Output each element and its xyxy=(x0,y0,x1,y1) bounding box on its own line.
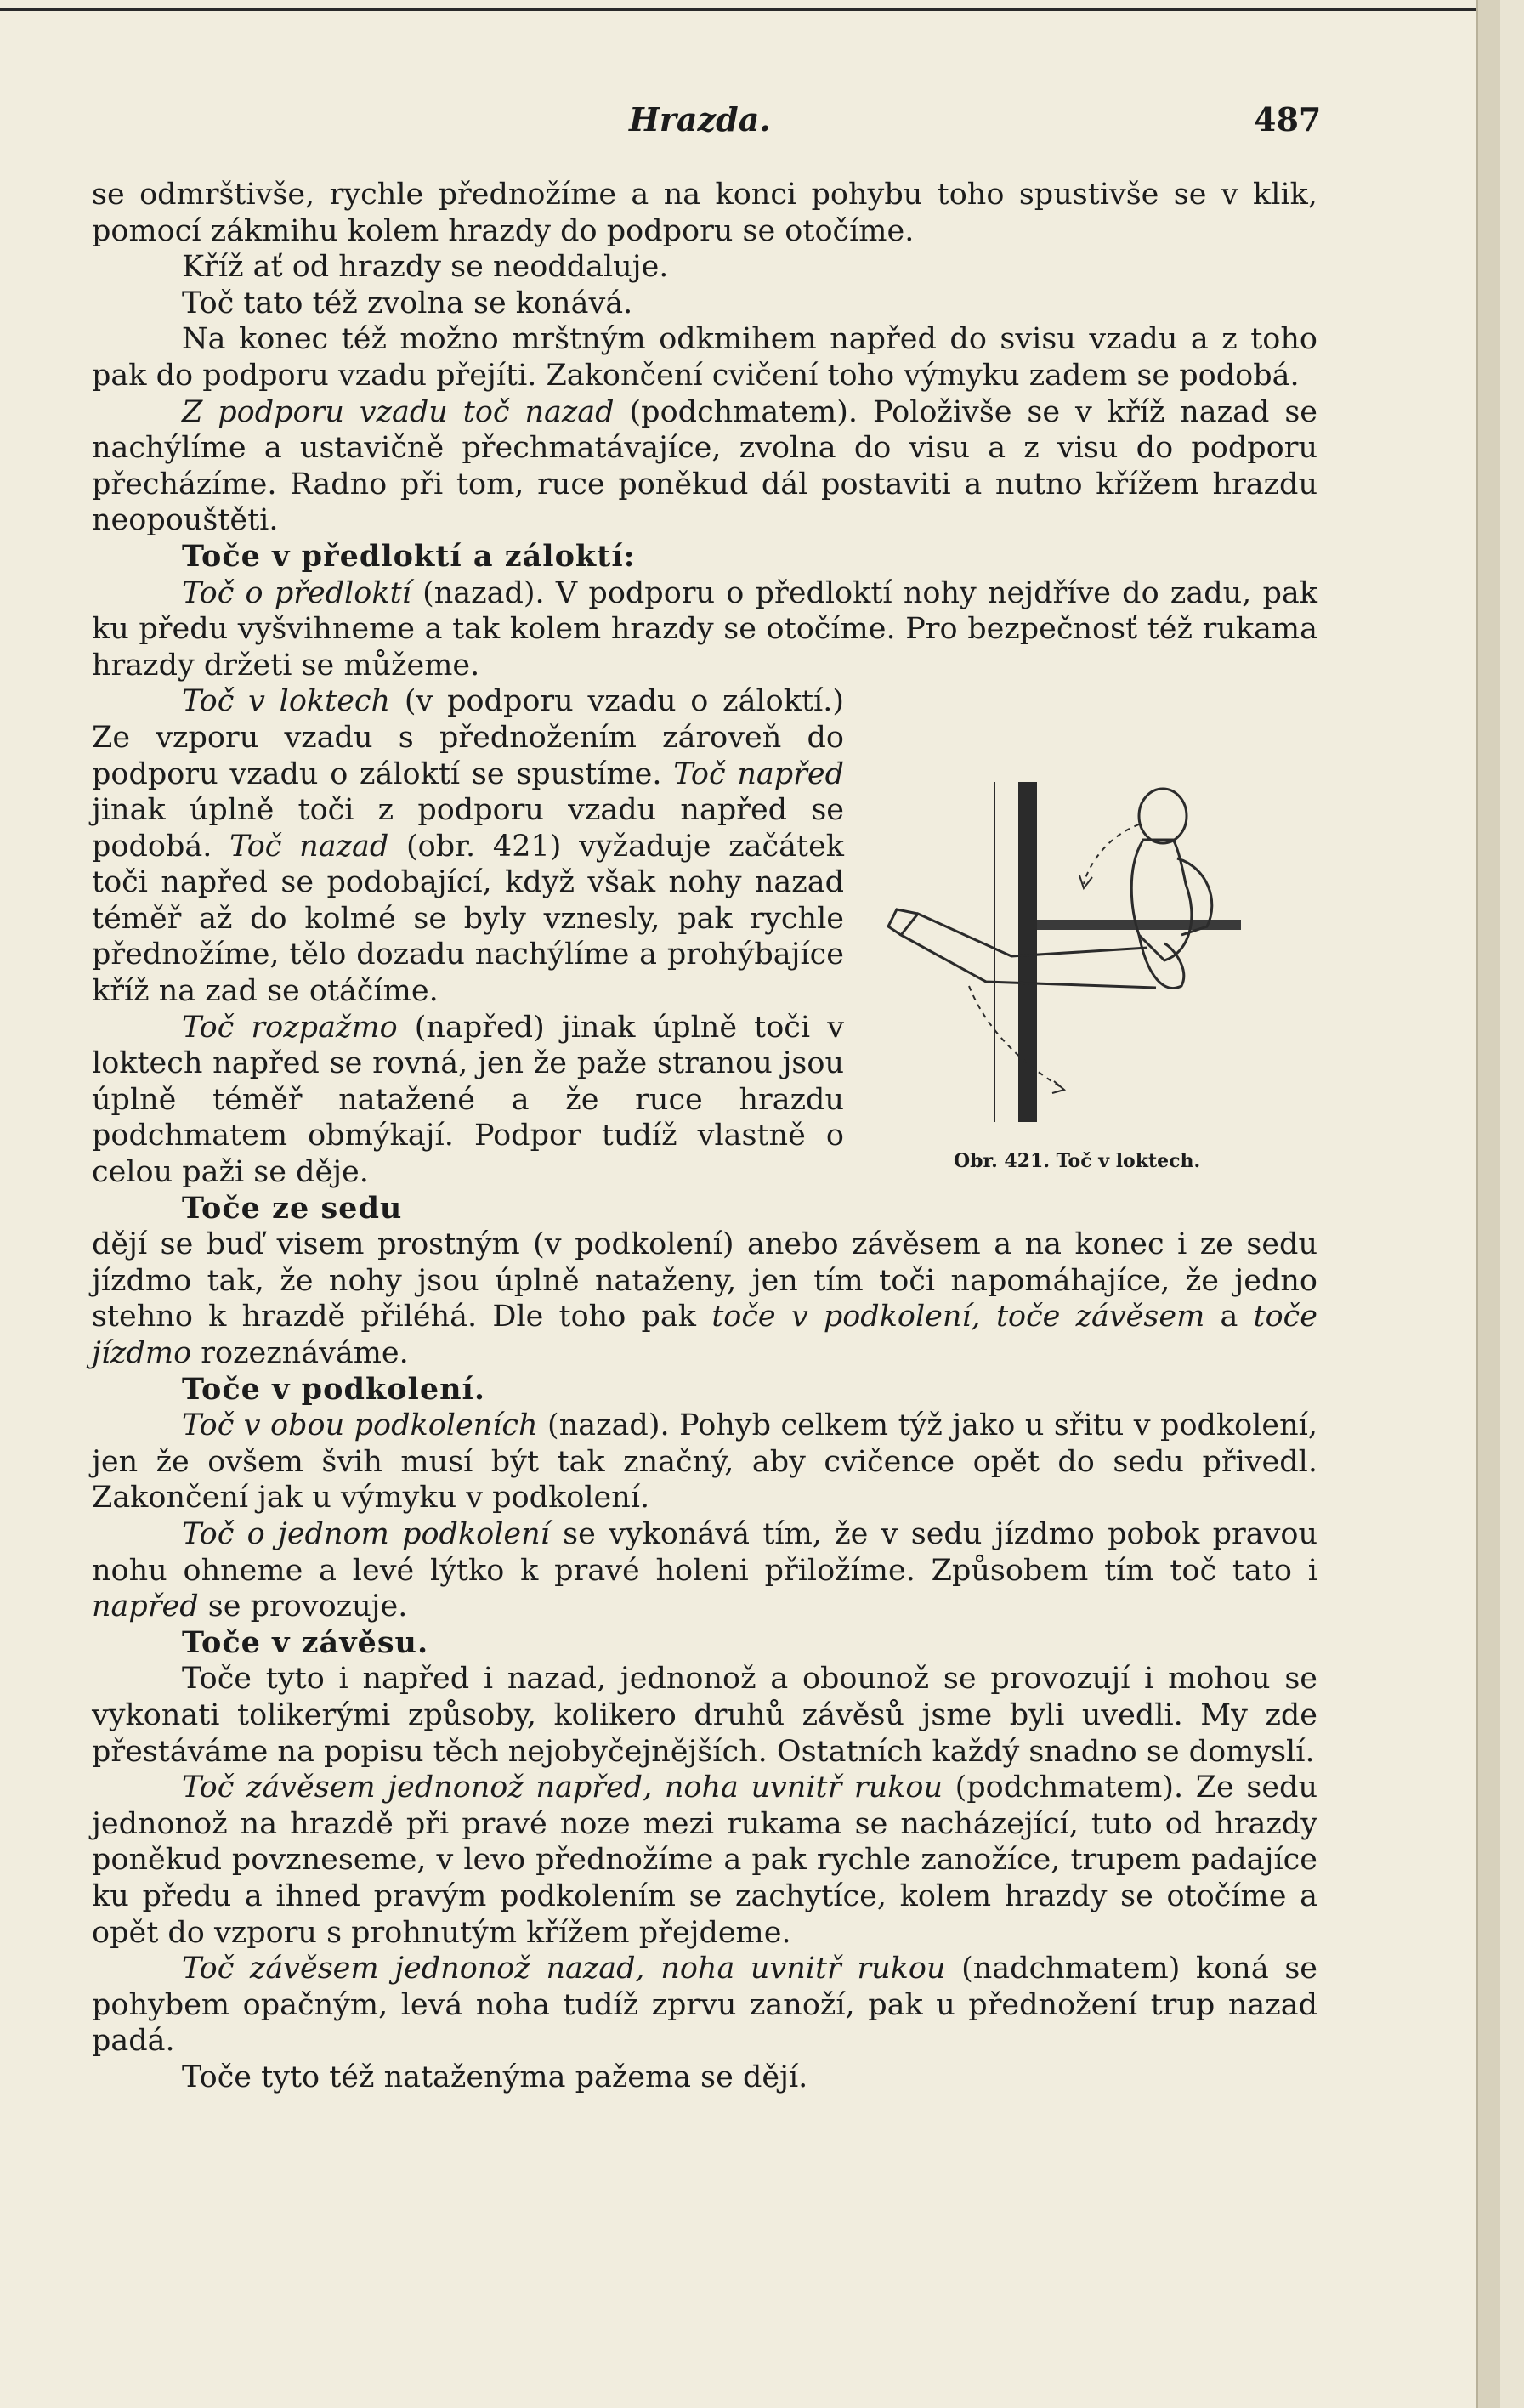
upright-post xyxy=(1018,782,1037,1122)
paragraph xyxy=(92,1770,1317,1951)
italic-term: Toč o předloktí xyxy=(182,575,411,610)
paragraph: Kříž ať od hrazdy se neoddaluje. xyxy=(182,250,669,285)
paragraph-text: (podchmatem). Ze sedu jednonož na hrazdě při pravé noze mezi rukama se nacházející, tuto od hrazdy poněkud povzneseme, v levo přednožíme a pak rychle zanožíce, trupem padajíce ku předu a ihned pravým podkolením se zachytíce, kolem hrazdy se otočíme a opět do vzporu s prohnutým křížem přejdeme. xyxy=(92,1771,1317,1950)
italic-term: Toč závěsem jednonož nazad, noha uvnitř rukou xyxy=(182,1952,946,1986)
italic-term: napřed xyxy=(92,1589,199,1624)
arrow-head-icon xyxy=(1079,875,1092,888)
section-heading: Toče v závěsu. xyxy=(182,1624,429,1660)
paragraph xyxy=(92,1951,1317,2060)
page-edge xyxy=(1476,0,1500,2408)
paragraph-text: jinak úplně toči z podporu vzadu napřed se podobá. xyxy=(92,793,844,864)
paragraph: Toče tyto i napřed i nazad, jednonož a obounož se provozují i mohou se vykonati tolikerými způsoby, kolikero druhů závěsů jsme byli uvedli. My zde přestáváme na popisu těch nejobyčejnějších. Ostatních každý snadno se domyslí. xyxy=(92,1662,1317,1769)
italic-term: Toč v obou podkoleních xyxy=(182,1408,538,1443)
top-edge-rule xyxy=(0,8,1500,11)
paragraph xyxy=(92,683,844,1009)
paragraph-text: (nazad). V podporu o předloktí nohy nejdříve do zadu, pak ku předu vyšvihneme a tak kolem hrazdy se otočíme. Pro bezpečnosť též rukama hrazdy držeti se můžeme. xyxy=(92,575,1317,683)
paragraph-text: a xyxy=(1204,1300,1254,1334)
paragraph xyxy=(92,1516,1317,1625)
section-heading: Toče v podkolení. xyxy=(182,1371,486,1407)
motion-arc xyxy=(1084,824,1139,884)
text-beside-figure xyxy=(92,683,844,1190)
figure-gymnast-on-bar xyxy=(884,765,1241,1173)
paragraph: Toče tyto též nataženýma pažema se dějí. xyxy=(182,2060,808,2094)
paragraph xyxy=(92,1227,1317,1371)
paragraph-text: se provozuje. xyxy=(198,1589,408,1624)
paragraph xyxy=(92,1010,844,1191)
paragraph xyxy=(92,394,1317,539)
italic-term: Toč o jednom podkolení xyxy=(182,1516,550,1551)
italic-term: toče jízdmo xyxy=(92,1300,1317,1370)
paragraph: se odmrštivše, rychle přednožíme a na konci pohybu toho spustivše se v klik, pomocí zákmihu kolem hrazdy do podporu se otočíme. xyxy=(92,178,1317,248)
paragraph-text: (nadchmatem) koná se pohybem opačným, levá noha tudíž zprvu zanoží, pak u přednožení trup nazad padá. xyxy=(92,1952,1317,2059)
paragraph-text: (nazad). Pohyb celkem týž jako u sřitu v podkolení, jen že ovšem švih musí být tak značný, aby cvičence opět do sedu přivedl. Zakončení jak u výmyku v podkolení. xyxy=(92,1408,1317,1516)
paragraph-text: (podchmatem). Položivše se v kříž nazad se nachýlíme a ustavičně přechmatávajíce, zvolna do visu a z visu do podporu přecházíme. Radno při tom, ruce poněkud dál postaviti a nutno křížem hrazdu neopouštěti. xyxy=(92,394,1317,538)
paragraph-text: rozeznáváme. xyxy=(191,1336,409,1370)
paragraph-text: (v podporu vzadu o záloktí.) Ze vzporu vzadu s přednožením zároveň do podporu vzadu o záloktí se spustíme. xyxy=(92,684,844,791)
motion-arc-lower xyxy=(969,986,1062,1088)
italic-term: Z podporu vzadu toč nazad xyxy=(182,394,615,429)
paragraph-text: se vykonává tím, že v sedu jízdmo pobok pravou nohu ohneme a levé lýtko k pravé holeni přiložíme. Způsobem tím toč tato i xyxy=(92,1516,1318,1588)
section-heading: Toče v předloktí a záloktí: xyxy=(182,538,636,574)
italic-term: Toč napřed xyxy=(673,756,844,791)
arrow-head-icon xyxy=(1052,1081,1064,1093)
italic-term: toče v podkolení, toče závěsem xyxy=(711,1300,1205,1334)
italic-term: Toč závěsem jednonož napřed, noha uvnitř rukou xyxy=(182,1771,943,1805)
head-outline xyxy=(1139,789,1187,843)
italic-term: Toč v loktech xyxy=(182,684,391,719)
running-head-title: Hrazda. xyxy=(629,100,771,139)
paragraph-text: (napřed) jinak úplně toči v loktech napřed se rovná, jen že paže stranou jsou úplně téměř natažené a že ruce hrazdu podchmatem obmýkají. Podpor tudíž vlastně o celou paži se děje. xyxy=(92,1010,844,1190)
paragraph: Toč tato též zvolna se konává. xyxy=(182,286,633,320)
italic-term: Toč rozpažmo xyxy=(182,1010,398,1045)
gymnast-illustration xyxy=(884,765,1241,1139)
paragraph xyxy=(92,1408,1317,1516)
page-number: 487 xyxy=(1254,100,1322,139)
section-heading: Toče ze sedu xyxy=(182,1190,403,1226)
paragraph-text: (obr. 421) vyžaduje začátek toči napřed se podobající, když však nohy nazad téměř až do kolmé se byly vznesly, pak rychle přednožíme, tělo dozadu nachýlíme a prohýbajíce kříž na zad se otáčíme. xyxy=(92,829,844,1009)
italic-term: Toč nazad xyxy=(229,829,389,864)
figure-caption: Obr. 421. Toč v loktech. xyxy=(954,1150,1201,1172)
paragraph: Na konec též možno mrštným odkmihem napřed do svisu vzadu a z toho pak do podporu vzadu přejíti. Zakončení cvičení toho výmyku zadem se podobá. xyxy=(92,322,1317,393)
paragraph xyxy=(92,575,1317,684)
paragraph-text: dějí se buď visem prostným (v podkolení) anebo závěsem a na konec i ze sedu jízdmo tak, že nohy jsou úplně nataženy, jen tím toči napomáhajíce, že jedno stehno k hrazdě přiléhá. Dle toho pak xyxy=(92,1227,1317,1334)
